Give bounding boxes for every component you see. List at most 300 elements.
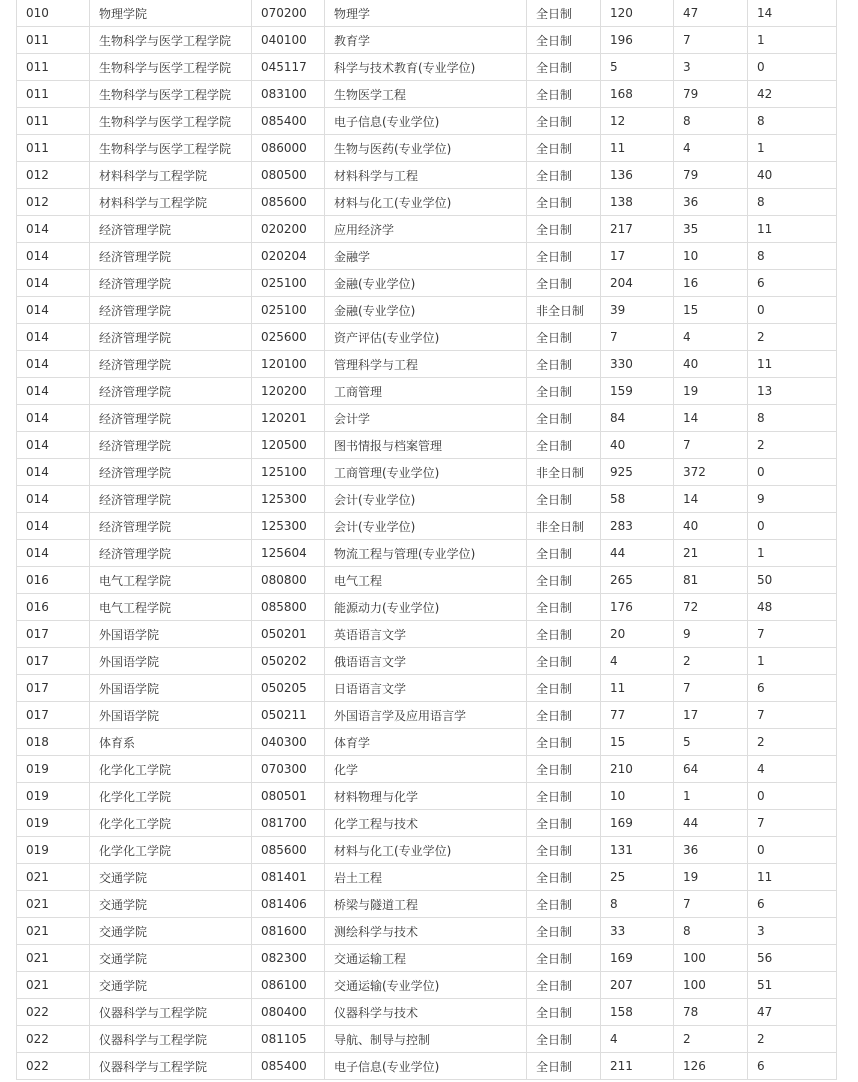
exempt-cell: 56	[748, 945, 837, 972]
major-name-cell: 资产评估(专业学位)	[325, 324, 527, 351]
admitted-cell: 3	[674, 54, 748, 81]
admitted-cell: 72	[674, 594, 748, 621]
dept-code-cell: 022	[17, 1026, 90, 1053]
dept-name-cell: 化学化工学院	[90, 837, 252, 864]
table-row	[17, 540, 837, 567]
dept-name-cell: 材料科学与工程学院	[90, 162, 252, 189]
admitted-cell: 64	[674, 756, 748, 783]
study-mode-cell: 全日制	[527, 324, 601, 351]
applicants-cell: 11	[601, 675, 674, 702]
major-code-cell: 050202	[252, 648, 325, 675]
applicants-cell: 204	[601, 270, 674, 297]
admitted-cell: 17	[674, 702, 748, 729]
dept-name-cell: 经济管理学院	[90, 243, 252, 270]
dept-code-cell: 014	[17, 243, 90, 270]
major-code-cell: 125300	[252, 486, 325, 513]
major-code-cell: 050205	[252, 675, 325, 702]
exempt-cell: 47	[748, 999, 837, 1026]
admitted-cell: 81	[674, 567, 748, 594]
major-code-cell: 025600	[252, 324, 325, 351]
dept-code-cell: 011	[17, 135, 90, 162]
table-row	[17, 162, 837, 189]
exempt-cell: 6	[748, 891, 837, 918]
exempt-cell: 14	[748, 0, 837, 27]
admitted-cell: 44	[674, 810, 748, 837]
major-name-cell: 会计(专业学位)	[325, 513, 527, 540]
table-row	[17, 918, 837, 945]
major-name-cell: 材料科学与工程	[325, 162, 527, 189]
study-mode-cell: 全日制	[527, 54, 601, 81]
applicants-cell: 5	[601, 54, 674, 81]
dept-code-cell: 019	[17, 783, 90, 810]
applicants-cell: 159	[601, 378, 674, 405]
applicants-cell: 11	[601, 135, 674, 162]
dept-name-cell: 经济管理学院	[90, 486, 252, 513]
major-name-cell: 交通运输(专业学位)	[325, 972, 527, 999]
exempt-cell: 8	[748, 108, 837, 135]
major-name-cell: 能源动力(专业学位)	[325, 594, 527, 621]
major-name-cell: 俄语语言文学	[325, 648, 527, 675]
applicants-cell: 4	[601, 648, 674, 675]
table-row	[17, 702, 837, 729]
study-mode-cell: 全日制	[527, 864, 601, 891]
study-mode-cell: 全日制	[527, 999, 601, 1026]
major-name-cell: 电子信息(专业学位)	[325, 1053, 527, 1080]
study-mode-cell: 非全日制	[527, 459, 601, 486]
dept-name-cell: 经济管理学院	[90, 270, 252, 297]
table-row	[17, 54, 837, 81]
table-row	[17, 594, 837, 621]
study-mode-cell: 全日制	[527, 351, 601, 378]
study-mode-cell: 全日制	[527, 756, 601, 783]
dept-code-cell: 019	[17, 810, 90, 837]
major-name-cell: 英语语言文学	[325, 621, 527, 648]
table-row	[17, 945, 837, 972]
major-name-cell: 电子信息(专业学位)	[325, 108, 527, 135]
major-code-cell: 080400	[252, 999, 325, 1026]
major-code-cell: 085400	[252, 108, 325, 135]
dept-name-cell: 经济管理学院	[90, 513, 252, 540]
admitted-cell: 7	[674, 891, 748, 918]
major-code-cell: 050211	[252, 702, 325, 729]
table-row	[17, 513, 837, 540]
table-row	[17, 378, 837, 405]
table-row	[17, 351, 837, 378]
table-row	[17, 648, 837, 675]
exempt-cell: 11	[748, 216, 837, 243]
major-code-cell: 070200	[252, 0, 325, 27]
dept-code-cell: 018	[17, 729, 90, 756]
exempt-cell: 7	[748, 621, 837, 648]
dept-name-cell: 物理学院	[90, 0, 252, 27]
dept-code-cell: 014	[17, 459, 90, 486]
major-name-cell: 金融(专业学位)	[325, 270, 527, 297]
dept-code-cell: 011	[17, 54, 90, 81]
dept-code-cell: 014	[17, 351, 90, 378]
major-name-cell: 会计学	[325, 405, 527, 432]
study-mode-cell: 全日制	[527, 972, 601, 999]
major-code-cell: 025100	[252, 297, 325, 324]
major-code-cell: 081406	[252, 891, 325, 918]
study-mode-cell: 全日制	[527, 486, 601, 513]
admitted-cell: 100	[674, 972, 748, 999]
exempt-cell: 48	[748, 594, 837, 621]
study-mode-cell: 全日制	[527, 918, 601, 945]
major-code-cell: 045117	[252, 54, 325, 81]
dept-code-cell: 014	[17, 405, 90, 432]
major-name-cell: 外国语言学及应用语言学	[325, 702, 527, 729]
admitted-cell: 79	[674, 81, 748, 108]
major-code-cell: 040300	[252, 729, 325, 756]
table-row	[17, 621, 837, 648]
major-name-cell: 生物与医药(专业学位)	[325, 135, 527, 162]
admitted-cell: 40	[674, 513, 748, 540]
dept-name-cell: 体育系	[90, 729, 252, 756]
study-mode-cell: 全日制	[527, 81, 601, 108]
applicants-cell: 207	[601, 972, 674, 999]
admitted-cell: 9	[674, 621, 748, 648]
dept-code-cell: 014	[17, 216, 90, 243]
dept-name-cell: 材料科学与工程学院	[90, 189, 252, 216]
study-mode-cell: 全日制	[527, 729, 601, 756]
study-mode-cell: 全日制	[527, 378, 601, 405]
exempt-cell: 1	[748, 27, 837, 54]
major-name-cell: 交通运输工程	[325, 945, 527, 972]
major-code-cell: 120201	[252, 405, 325, 432]
admitted-cell: 2	[674, 1026, 748, 1053]
table-row	[17, 270, 837, 297]
major-name-cell: 化学工程与技术	[325, 810, 527, 837]
major-name-cell: 化学	[325, 756, 527, 783]
admitted-cell: 14	[674, 405, 748, 432]
study-mode-cell: 全日制	[527, 243, 601, 270]
dept-code-cell: 022	[17, 1053, 90, 1080]
major-code-cell: 020204	[252, 243, 325, 270]
dept-name-cell: 外国语学院	[90, 621, 252, 648]
applicants-cell: 211	[601, 1053, 674, 1080]
major-name-cell: 电气工程	[325, 567, 527, 594]
table-row	[17, 729, 837, 756]
applicants-cell: 217	[601, 216, 674, 243]
major-code-cell: 085600	[252, 189, 325, 216]
admitted-cell: 21	[674, 540, 748, 567]
applicants-cell: 8	[601, 891, 674, 918]
table-row	[17, 324, 837, 351]
table-row	[17, 864, 837, 891]
major-name-cell: 生物医学工程	[325, 81, 527, 108]
study-mode-cell: 全日制	[527, 189, 601, 216]
dept-code-cell: 017	[17, 675, 90, 702]
study-mode-cell: 非全日制	[527, 297, 601, 324]
major-name-cell: 材料与化工(专业学位)	[325, 837, 527, 864]
admitted-cell: 19	[674, 864, 748, 891]
admitted-cell: 372	[674, 459, 748, 486]
dept-name-cell: 经济管理学院	[90, 459, 252, 486]
exempt-cell: 11	[748, 351, 837, 378]
dept-name-cell: 交通学院	[90, 891, 252, 918]
dept-name-cell: 生物科学与医学工程学院	[90, 54, 252, 81]
table-row	[17, 972, 837, 999]
dept-code-cell: 014	[17, 486, 90, 513]
dept-code-cell: 012	[17, 189, 90, 216]
major-code-cell: 086000	[252, 135, 325, 162]
dept-code-cell: 014	[17, 432, 90, 459]
applicants-cell: 283	[601, 513, 674, 540]
dept-code-cell: 010	[17, 0, 90, 27]
admitted-cell: 79	[674, 162, 748, 189]
table-row	[17, 27, 837, 54]
exempt-cell: 7	[748, 810, 837, 837]
exempt-cell: 1	[748, 135, 837, 162]
dept-name-cell: 经济管理学院	[90, 297, 252, 324]
exempt-cell: 0	[748, 459, 837, 486]
exempt-cell: 6	[748, 270, 837, 297]
applicants-cell: 158	[601, 999, 674, 1026]
dept-name-cell: 经济管理学院	[90, 540, 252, 567]
major-code-cell: 080800	[252, 567, 325, 594]
dept-name-cell: 交通学院	[90, 864, 252, 891]
exempt-cell: 40	[748, 162, 837, 189]
major-code-cell: 082300	[252, 945, 325, 972]
exempt-cell: 2	[748, 432, 837, 459]
table-row	[17, 783, 837, 810]
admitted-cell: 40	[674, 351, 748, 378]
exempt-cell: 2	[748, 1026, 837, 1053]
applicants-cell: 12	[601, 108, 674, 135]
dept-name-cell: 生物科学与医学工程学院	[90, 135, 252, 162]
dept-code-cell: 014	[17, 378, 90, 405]
table-row	[17, 135, 837, 162]
exempt-cell: 13	[748, 378, 837, 405]
exempt-cell: 0	[748, 783, 837, 810]
major-code-cell: 125100	[252, 459, 325, 486]
admitted-cell: 7	[674, 675, 748, 702]
applicants-cell: 40	[601, 432, 674, 459]
applicants-cell: 4	[601, 1026, 674, 1053]
study-mode-cell: 全日制	[527, 27, 601, 54]
study-mode-cell: 全日制	[527, 270, 601, 297]
dept-name-cell: 经济管理学院	[90, 432, 252, 459]
study-mode-cell: 全日制	[527, 621, 601, 648]
applicants-cell: 15	[601, 729, 674, 756]
dept-code-cell: 014	[17, 297, 90, 324]
table-row	[17, 837, 837, 864]
applicants-cell: 58	[601, 486, 674, 513]
applicants-cell: 330	[601, 351, 674, 378]
table-row	[17, 756, 837, 783]
admitted-cell: 19	[674, 378, 748, 405]
dept-code-cell: 014	[17, 513, 90, 540]
study-mode-cell: 全日制	[527, 432, 601, 459]
applicants-cell: 17	[601, 243, 674, 270]
dept-code-cell: 021	[17, 864, 90, 891]
applicants-cell: 138	[601, 189, 674, 216]
table-row	[17, 0, 837, 27]
dept-code-cell: 017	[17, 648, 90, 675]
study-mode-cell: 全日制	[527, 162, 601, 189]
dept-name-cell: 生物科学与医学工程学院	[90, 27, 252, 54]
dept-name-cell: 经济管理学院	[90, 378, 252, 405]
applicants-cell: 84	[601, 405, 674, 432]
applicants-cell: 196	[601, 27, 674, 54]
dept-code-cell: 011	[17, 27, 90, 54]
major-name-cell: 教育学	[325, 27, 527, 54]
major-name-cell: 桥梁与隧道工程	[325, 891, 527, 918]
exempt-cell: 0	[748, 513, 837, 540]
applicants-cell: 77	[601, 702, 674, 729]
applicants-cell: 33	[601, 918, 674, 945]
major-name-cell: 岩土工程	[325, 864, 527, 891]
dept-name-cell: 化学化工学院	[90, 756, 252, 783]
major-name-cell: 材料与化工(专业学位)	[325, 189, 527, 216]
admitted-cell: 4	[674, 135, 748, 162]
major-name-cell: 金融学	[325, 243, 527, 270]
applicants-cell: 176	[601, 594, 674, 621]
major-code-cell: 081700	[252, 810, 325, 837]
admitted-cell: 36	[674, 837, 748, 864]
dept-code-cell: 011	[17, 108, 90, 135]
dept-name-cell: 生物科学与医学工程学院	[90, 108, 252, 135]
major-code-cell: 085600	[252, 837, 325, 864]
exempt-cell: 8	[748, 243, 837, 270]
exempt-cell: 0	[748, 297, 837, 324]
study-mode-cell: 全日制	[527, 405, 601, 432]
exempt-cell: 51	[748, 972, 837, 999]
major-code-cell: 120100	[252, 351, 325, 378]
exempt-cell: 50	[748, 567, 837, 594]
major-code-cell: 080500	[252, 162, 325, 189]
exempt-cell: 0	[748, 54, 837, 81]
dept-code-cell: 012	[17, 162, 90, 189]
admitted-cell: 4	[674, 324, 748, 351]
major-name-cell: 测绘科学与技术	[325, 918, 527, 945]
major-name-cell: 工商管理(专业学位)	[325, 459, 527, 486]
dept-name-cell: 经济管理学院	[90, 405, 252, 432]
study-mode-cell: 全日制	[527, 1026, 601, 1053]
admitted-cell: 2	[674, 648, 748, 675]
admitted-cell: 10	[674, 243, 748, 270]
major-code-cell: 125300	[252, 513, 325, 540]
exempt-cell: 42	[748, 81, 837, 108]
dept-code-cell: 019	[17, 756, 90, 783]
admitted-cell: 47	[674, 0, 748, 27]
exempt-cell: 8	[748, 405, 837, 432]
dept-name-cell: 仪器科学与工程学院	[90, 1053, 252, 1080]
exempt-cell: 7	[748, 702, 837, 729]
dept-name-cell: 外国语学院	[90, 675, 252, 702]
dept-name-cell: 仪器科学与工程学院	[90, 999, 252, 1026]
major-code-cell: 020200	[252, 216, 325, 243]
exempt-cell: 8	[748, 189, 837, 216]
dept-code-cell: 016	[17, 594, 90, 621]
applicants-cell: 131	[601, 837, 674, 864]
major-name-cell: 物理学	[325, 0, 527, 27]
applicants-cell: 39	[601, 297, 674, 324]
major-name-cell: 导航、制导与控制	[325, 1026, 527, 1053]
dept-code-cell: 021	[17, 972, 90, 999]
table-row	[17, 810, 837, 837]
study-mode-cell: 全日制	[527, 648, 601, 675]
dept-name-cell: 化学化工学院	[90, 783, 252, 810]
major-name-cell: 仪器科学与技术	[325, 999, 527, 1026]
major-code-cell: 050201	[252, 621, 325, 648]
dept-code-cell: 014	[17, 540, 90, 567]
applicants-cell: 925	[601, 459, 674, 486]
major-name-cell: 会计(专业学位)	[325, 486, 527, 513]
dept-name-cell: 外国语学院	[90, 648, 252, 675]
applicants-cell: 120	[601, 0, 674, 27]
table-row	[17, 1053, 837, 1080]
applicants-cell: 10	[601, 783, 674, 810]
dept-name-cell: 经济管理学院	[90, 324, 252, 351]
major-name-cell: 物流工程与管理(专业学位)	[325, 540, 527, 567]
major-code-cell: 085400	[252, 1053, 325, 1080]
dept-name-cell: 经济管理学院	[90, 351, 252, 378]
table-row	[17, 486, 837, 513]
study-mode-cell: 全日制	[527, 675, 601, 702]
study-mode-cell: 全日制	[527, 945, 601, 972]
study-mode-cell: 全日制	[527, 837, 601, 864]
study-mode-cell: 全日制	[527, 135, 601, 162]
dept-code-cell: 021	[17, 891, 90, 918]
major-code-cell: 081401	[252, 864, 325, 891]
admitted-cell: 36	[674, 189, 748, 216]
table-row	[17, 297, 837, 324]
admitted-cell: 8	[674, 918, 748, 945]
dept-name-cell: 仪器科学与工程学院	[90, 1026, 252, 1053]
admitted-cell: 16	[674, 270, 748, 297]
exempt-cell: 2	[748, 729, 837, 756]
exempt-cell: 9	[748, 486, 837, 513]
major-code-cell: 025100	[252, 270, 325, 297]
major-name-cell: 金融(专业学位)	[325, 297, 527, 324]
applicants-cell: 169	[601, 810, 674, 837]
major-code-cell: 070300	[252, 756, 325, 783]
admitted-cell: 7	[674, 432, 748, 459]
major-name-cell: 管理科学与工程	[325, 351, 527, 378]
dept-name-cell: 电气工程学院	[90, 594, 252, 621]
exempt-cell: 2	[748, 324, 837, 351]
table-row	[17, 1026, 837, 1053]
exempt-cell: 3	[748, 918, 837, 945]
exempt-cell: 6	[748, 1053, 837, 1080]
study-mode-cell: 全日制	[527, 891, 601, 918]
admitted-cell: 1	[674, 783, 748, 810]
table-row	[17, 891, 837, 918]
study-mode-cell: 全日制	[527, 0, 601, 27]
study-mode-cell: 全日制	[527, 567, 601, 594]
study-mode-cell: 全日制	[527, 594, 601, 621]
table-row	[17, 243, 837, 270]
study-mode-cell: 全日制	[527, 783, 601, 810]
study-mode-cell: 全日制	[527, 540, 601, 567]
applicants-cell: 25	[601, 864, 674, 891]
major-code-cell: 125604	[252, 540, 325, 567]
dept-name-cell: 外国语学院	[90, 702, 252, 729]
dept-code-cell: 014	[17, 324, 90, 351]
exempt-cell: 4	[748, 756, 837, 783]
dept-name-cell: 电气工程学院	[90, 567, 252, 594]
major-code-cell: 120500	[252, 432, 325, 459]
dept-name-cell: 交通学院	[90, 972, 252, 999]
major-name-cell: 科学与技术教育(专业学位)	[325, 54, 527, 81]
admitted-cell: 8	[674, 108, 748, 135]
applicants-cell: 168	[601, 81, 674, 108]
table-row	[17, 432, 837, 459]
applicants-cell: 7	[601, 324, 674, 351]
major-code-cell: 040100	[252, 27, 325, 54]
exempt-cell: 1	[748, 648, 837, 675]
